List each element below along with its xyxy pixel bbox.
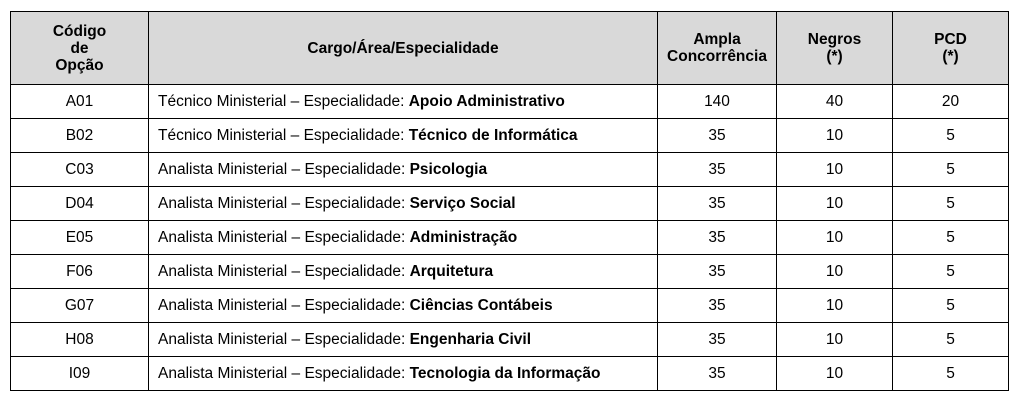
cell-ampla: 35 — [658, 187, 777, 221]
vacancy-table-container — [10, 11, 1008, 391]
table-row — [11, 119, 1009, 153]
cargo-especialidade: Ciências Contábeis — [409, 296, 553, 314]
cell-negros: 10 — [777, 255, 893, 289]
cargo-especialidade: Técnico de Informática — [408, 126, 578, 144]
header-codigo-line: Código — [52, 22, 107, 40]
table-header-row — [11, 12, 1009, 85]
cargo-especialidade: Engenharia Civil — [409, 330, 532, 348]
table-row — [11, 85, 1009, 119]
cargo-especialidade: Tecnologia da Informação — [409, 364, 601, 382]
cell-cargo — [149, 255, 658, 289]
cell-cargo — [149, 357, 658, 391]
header-ampla-line: Concorrência — [667, 48, 767, 65]
header-negros-line: (*) — [826, 48, 843, 65]
header-pcd-line: PCD — [934, 31, 967, 48]
header-codigo-line: de — [70, 39, 89, 57]
cell-cargo — [149, 323, 658, 357]
table-row — [11, 153, 1009, 187]
header-negros — [777, 12, 893, 85]
cargo-especialidade: Administração — [409, 228, 518, 246]
cargo-prefix: Técnico Ministerial – Especialidade: — [158, 92, 409, 110]
table-row — [11, 289, 1009, 323]
cell-negros: 10 — [777, 323, 893, 357]
cargo-especialidade: Psicologia — [409, 160, 488, 178]
cargo-prefix: Analista Ministerial – Especialidade: — [158, 160, 410, 178]
cargo-prefix: Analista Ministerial – Especialidade: — [158, 296, 410, 314]
cell-negros: 10 — [777, 357, 893, 391]
cell-ampla: 140 — [658, 85, 777, 119]
cargo-prefix: Analista Ministerial – Especialidade: — [158, 262, 410, 280]
cell-codigo: A01 — [11, 85, 149, 119]
cargo-especialidade: Apoio Administrativo — [408, 92, 565, 110]
cell-negros: 10 — [777, 289, 893, 323]
cargo-especialidade: Serviço Social — [409, 194, 516, 212]
table-row — [11, 357, 1009, 391]
cargo-prefix: Analista Ministerial – Especialidade: — [158, 330, 410, 348]
cell-pcd: 5 — [893, 323, 1009, 357]
header-codigo — [11, 12, 149, 85]
cell-pcd: 5 — [893, 255, 1009, 289]
table-row — [11, 255, 1009, 289]
cell-codigo: I09 — [11, 357, 149, 391]
cell-ampla: 35 — [658, 119, 777, 153]
cell-codigo: G07 — [11, 289, 149, 323]
cargo-prefix: Analista Ministerial – Especialidade: — [158, 364, 410, 382]
table-row — [11, 187, 1009, 221]
header-pcd-line: (*) — [942, 48, 959, 65]
cell-codigo: D04 — [11, 187, 149, 221]
cell-pcd: 5 — [893, 153, 1009, 187]
header-cargo: Cargo/Área/Especialidade — [149, 12, 658, 85]
table-row — [11, 323, 1009, 357]
cell-ampla: 35 — [658, 323, 777, 357]
cell-codigo: E05 — [11, 221, 149, 255]
header-ampla-line: Ampla — [693, 31, 741, 48]
cell-ampla: 35 — [658, 153, 777, 187]
cell-negros: 40 — [777, 85, 893, 119]
cell-negros: 10 — [777, 153, 893, 187]
cell-ampla: 35 — [658, 357, 777, 391]
cell-codigo: F06 — [11, 255, 149, 289]
cell-negros: 10 — [777, 187, 893, 221]
cell-pcd: 5 — [893, 289, 1009, 323]
cargo-prefix: Analista Ministerial – Especialidade: — [158, 228, 410, 246]
cell-pcd: 5 — [893, 187, 1009, 221]
table-row — [11, 221, 1009, 255]
cell-cargo — [149, 119, 658, 153]
cell-ampla: 35 — [658, 221, 777, 255]
header-pcd — [893, 12, 1009, 85]
cell-pcd: 20 — [893, 85, 1009, 119]
cell-cargo — [149, 187, 658, 221]
header-codigo-line: Opção — [55, 56, 104, 74]
cell-cargo — [149, 221, 658, 255]
vacancy-table — [10, 11, 1009, 391]
cell-ampla: 35 — [658, 255, 777, 289]
cell-cargo — [149, 153, 658, 187]
cell-cargo — [149, 289, 658, 323]
cell-pcd: 5 — [893, 357, 1009, 391]
cell-codigo: H08 — [11, 323, 149, 357]
header-negros-line: Negros — [807, 31, 862, 48]
cargo-prefix: Analista Ministerial – Especialidade: — [158, 194, 410, 212]
cargo-prefix: Técnico Ministerial – Especialidade: — [158, 126, 409, 144]
cell-codigo: B02 — [11, 119, 149, 153]
cargo-especialidade: Arquitetura — [409, 262, 494, 280]
cell-codigo: C03 — [11, 153, 149, 187]
cell-negros: 10 — [777, 119, 893, 153]
header-ampla — [658, 12, 777, 85]
cell-pcd: 5 — [893, 221, 1009, 255]
cell-cargo — [149, 85, 658, 119]
cell-negros: 10 — [777, 221, 893, 255]
cell-pcd: 5 — [893, 119, 1009, 153]
cell-ampla: 35 — [658, 289, 777, 323]
